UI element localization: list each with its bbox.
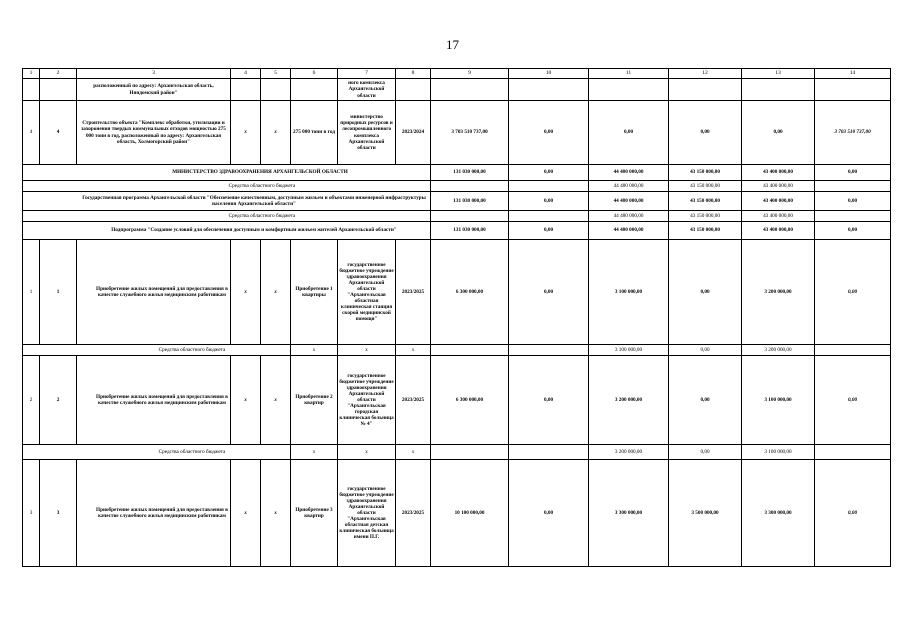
table-cell <box>509 181 589 192</box>
table-row <box>23 181 891 192</box>
table-cell: Приобретение жилых помещений для предоставления в качестве служебного жилья медицинским работникам <box>77 460 231 567</box>
table-cell <box>669 79 742 101</box>
table-cell: 3 <box>40 460 77 567</box>
table-cell: 0,00 <box>509 460 589 567</box>
table-cell: государственное бюджетное учреждение здравоохранения Архангельской области "Архангельская областная детская клиническая больница имени П.Г. <box>338 460 396 567</box>
table-cell: 2023/2025 <box>396 240 431 345</box>
table-cell: ного комплекса Архангельской области <box>338 79 396 101</box>
column-header: 5 <box>261 69 291 79</box>
table-cell <box>431 181 509 192</box>
column-header: 9 <box>431 69 509 79</box>
table-cell: 44 480 000,00 <box>589 181 669 192</box>
table-cell <box>815 181 891 192</box>
column-header: 2 <box>40 69 77 79</box>
table-cell: 0,00 <box>815 460 891 567</box>
table-cell <box>742 79 815 101</box>
table-cell: 6 300 000,00 <box>431 356 509 445</box>
table-cell: Строительство объекта "Комплекс обработки, утилизации и захоронения твердых коммунальных отходов мощностью 275 000 тонн в год, расположенный по адресу: Архангельская область, Холмогорский район" <box>77 101 231 165</box>
table-cell: х <box>261 101 291 165</box>
table-cell: х <box>261 240 291 345</box>
column-header: 12 <box>669 69 742 79</box>
table-cell: 0,00 <box>589 101 669 165</box>
column-header: 11 <box>589 69 669 79</box>
table-cell: 43 150 000,00 <box>669 192 742 211</box>
table-cell: 0,00 <box>815 222 891 240</box>
table-cell: 3 200 000,00 <box>742 345 815 356</box>
table-cell: 131 030 000,00 <box>431 222 509 240</box>
table-cell: 43 150 000,00 <box>669 181 742 192</box>
column-header: 6 <box>291 69 338 79</box>
table-cell: 3 <box>23 460 40 567</box>
table-cell: Приобретение 2 квартир <box>291 356 338 445</box>
table-cell: Средства областного бюджета <box>23 445 291 460</box>
table-cell <box>509 211 589 222</box>
column-header: 4 <box>231 69 261 79</box>
table-cell: 43 400 000,00 <box>742 165 815 181</box>
column-header: 7 <box>338 69 396 79</box>
table-cell: 3 100 000,00 <box>742 356 815 445</box>
table-row <box>23 79 891 101</box>
table-cell: х <box>291 345 338 356</box>
table-row <box>23 101 891 165</box>
table-cell: Приобретение 1 квартиры <box>291 240 338 345</box>
table-cell: х <box>338 345 396 356</box>
table-cell: 3 703 510 737,00 <box>431 101 509 165</box>
table-cell: 44 480 000,00 <box>589 222 669 240</box>
table-cell: расположенный по адресу: Архангельская область, Няндомский район" <box>77 79 231 101</box>
table-cell <box>431 211 509 222</box>
table-cell: 3 100 000,00 <box>742 445 815 460</box>
table-cell: 0,00 <box>669 445 742 460</box>
column-header: 10 <box>509 69 589 79</box>
table-cell: 4 <box>23 101 40 165</box>
table-cell: 0,00 <box>509 192 589 211</box>
table-cell <box>291 79 338 101</box>
table-row <box>23 192 891 211</box>
table-cell: 43 150 000,00 <box>669 165 742 181</box>
table-cell: 0,00 <box>509 356 589 445</box>
table-cell: х <box>338 445 396 460</box>
table-cell: 0,00 <box>815 240 891 345</box>
table-cell: 2023/2025 <box>396 460 431 567</box>
table-cell: Приобретение 3 квартир <box>291 460 338 567</box>
table-cell: МИНИСТЕРСТВО ЗДРАВООХРАНЕНИЯ АРХАНГЕЛЬСКОЙ ОБЛАСТИ <box>23 165 431 181</box>
table-cell <box>261 79 291 101</box>
column-header: 14 <box>815 69 891 79</box>
table-cell <box>815 211 891 222</box>
table-cell <box>509 445 589 460</box>
table-cell: государственное бюджетное учреждение здравоохранения Архангельской области "Архангельская областная клиническая станция скорой медицинской помощи" <box>338 240 396 345</box>
table-cell <box>431 79 509 101</box>
budget-table <box>22 68 891 567</box>
table-row <box>23 222 891 240</box>
table-cell: х <box>231 356 261 445</box>
table-cell: Средства областного бюджета <box>23 345 291 356</box>
table-cell: 3 300 000,00 <box>589 460 669 567</box>
table-cell: х <box>231 460 261 567</box>
table-cell <box>23 79 40 101</box>
table-cell: 43 400 000,00 <box>742 181 815 192</box>
table-cell: Государственная программа Архангельской области "Обеспечение качественным, доступным жильем и объектами инженерной инфраструктуры населения Архангельской области" <box>23 192 431 211</box>
table-cell: х <box>261 460 291 567</box>
table-cell <box>509 345 589 356</box>
table-cell: 3 100 000,00 <box>589 345 669 356</box>
table-cell: 10 100 000,00 <box>431 460 509 567</box>
column-header: 13 <box>742 69 815 79</box>
table-cell: х <box>261 356 291 445</box>
table-cell: 43 400 000,00 <box>742 192 815 211</box>
table-cell: х <box>396 345 431 356</box>
table-cell <box>431 345 509 356</box>
table-cell: министерство природных ресурсов и лесопромышленного комплекса Архангельской области <box>338 101 396 165</box>
table-cell: 3 300 000,00 <box>742 460 815 567</box>
table-cell: 0,00 <box>815 192 891 211</box>
table-cell <box>396 79 431 101</box>
table-cell <box>589 79 669 101</box>
table-cell: 3 200 000,00 <box>589 445 669 460</box>
table-cell: 275 000 тонн в год <box>291 101 338 165</box>
table-cell: 43 400 000,00 <box>742 222 815 240</box>
table-cell <box>815 445 891 460</box>
table-cell: 0,00 <box>669 101 742 165</box>
table-row <box>23 445 891 460</box>
table-cell <box>431 445 509 460</box>
table-cell: 6 300 000,00 <box>431 240 509 345</box>
table-cell: 0,00 <box>669 345 742 356</box>
table-row <box>23 345 891 356</box>
table-cell: 0,00 <box>669 356 742 445</box>
table-cell: Приобретение жилых помещений для предоставления в качестве служебного жилья медицинским работникам <box>77 240 231 345</box>
table-cell: 43 400 000,00 <box>742 211 815 222</box>
table-cell: х <box>231 101 261 165</box>
header-row <box>23 69 891 79</box>
table-cell: 1 <box>23 240 40 345</box>
table-cell: 44 480 000,00 <box>589 165 669 181</box>
table-cell: Приобретение жилых помещений для предоставления в качестве служебного жилья медицинским работникам <box>77 356 231 445</box>
table-cell <box>40 79 77 101</box>
table-cell <box>509 79 589 101</box>
table-cell: 0,00 <box>509 165 589 181</box>
table-cell: Средства областного бюджета <box>23 181 431 192</box>
table-cell: Средства областного бюджета <box>23 211 431 222</box>
table-cell: 131 030 000,00 <box>431 192 509 211</box>
column-header: 8 <box>396 69 431 79</box>
column-header: 3 <box>77 69 231 79</box>
table-cell: 3 703 510 737,00 <box>815 101 891 165</box>
table-cell: 43 150 000,00 <box>669 211 742 222</box>
table-cell: 2023/2025 <box>396 356 431 445</box>
table-cell: 1 <box>40 240 77 345</box>
table-cell: Подпрограмма "Создание условий для обеспечения доступным и комфортным жильем жителей Архангельской области" <box>23 222 431 240</box>
table-cell: 3 100 000,00 <box>589 240 669 345</box>
table-cell: х <box>231 240 261 345</box>
table-cell: государственное бюджетное учреждение здравоохранения Архангельской области "Архангельская городская клиническая больница № 4" <box>338 356 396 445</box>
table-cell: х <box>396 445 431 460</box>
table-cell: 2 <box>40 356 77 445</box>
table-cell <box>815 79 891 101</box>
table-cell: 0,00 <box>509 101 589 165</box>
table-cell: 2 <box>23 356 40 445</box>
table-cell: 0,00 <box>509 240 589 345</box>
table-cell: 3 200 000,00 <box>742 240 815 345</box>
table-cell: 3 200 000,00 <box>589 356 669 445</box>
table-cell: 44 480 000,00 <box>589 211 669 222</box>
table-cell: 131 030 000,00 <box>431 165 509 181</box>
table-cell: х <box>291 445 338 460</box>
table-cell: 0,00 <box>669 240 742 345</box>
table-cell: 4 <box>40 101 77 165</box>
table-row <box>23 240 891 345</box>
table-cell: 43 150 000,00 <box>669 222 742 240</box>
table-row <box>23 460 891 567</box>
table-cell: 0,00 <box>509 222 589 240</box>
table-cell <box>815 345 891 356</box>
table-cell: 3 500 000,00 <box>669 460 742 567</box>
table-cell: 44 480 000,00 <box>589 192 669 211</box>
table-cell: 2023/2024 <box>396 101 431 165</box>
table-cell: 0,00 <box>815 165 891 181</box>
table-row <box>23 356 891 445</box>
table-cell <box>231 79 261 101</box>
table-row <box>23 165 891 181</box>
table-row <box>23 211 891 222</box>
table-cell: 0,00 <box>742 101 815 165</box>
page-number: 17 <box>446 37 459 52</box>
column-header: 1 <box>23 69 40 79</box>
table-cell: 0,00 <box>815 356 891 445</box>
